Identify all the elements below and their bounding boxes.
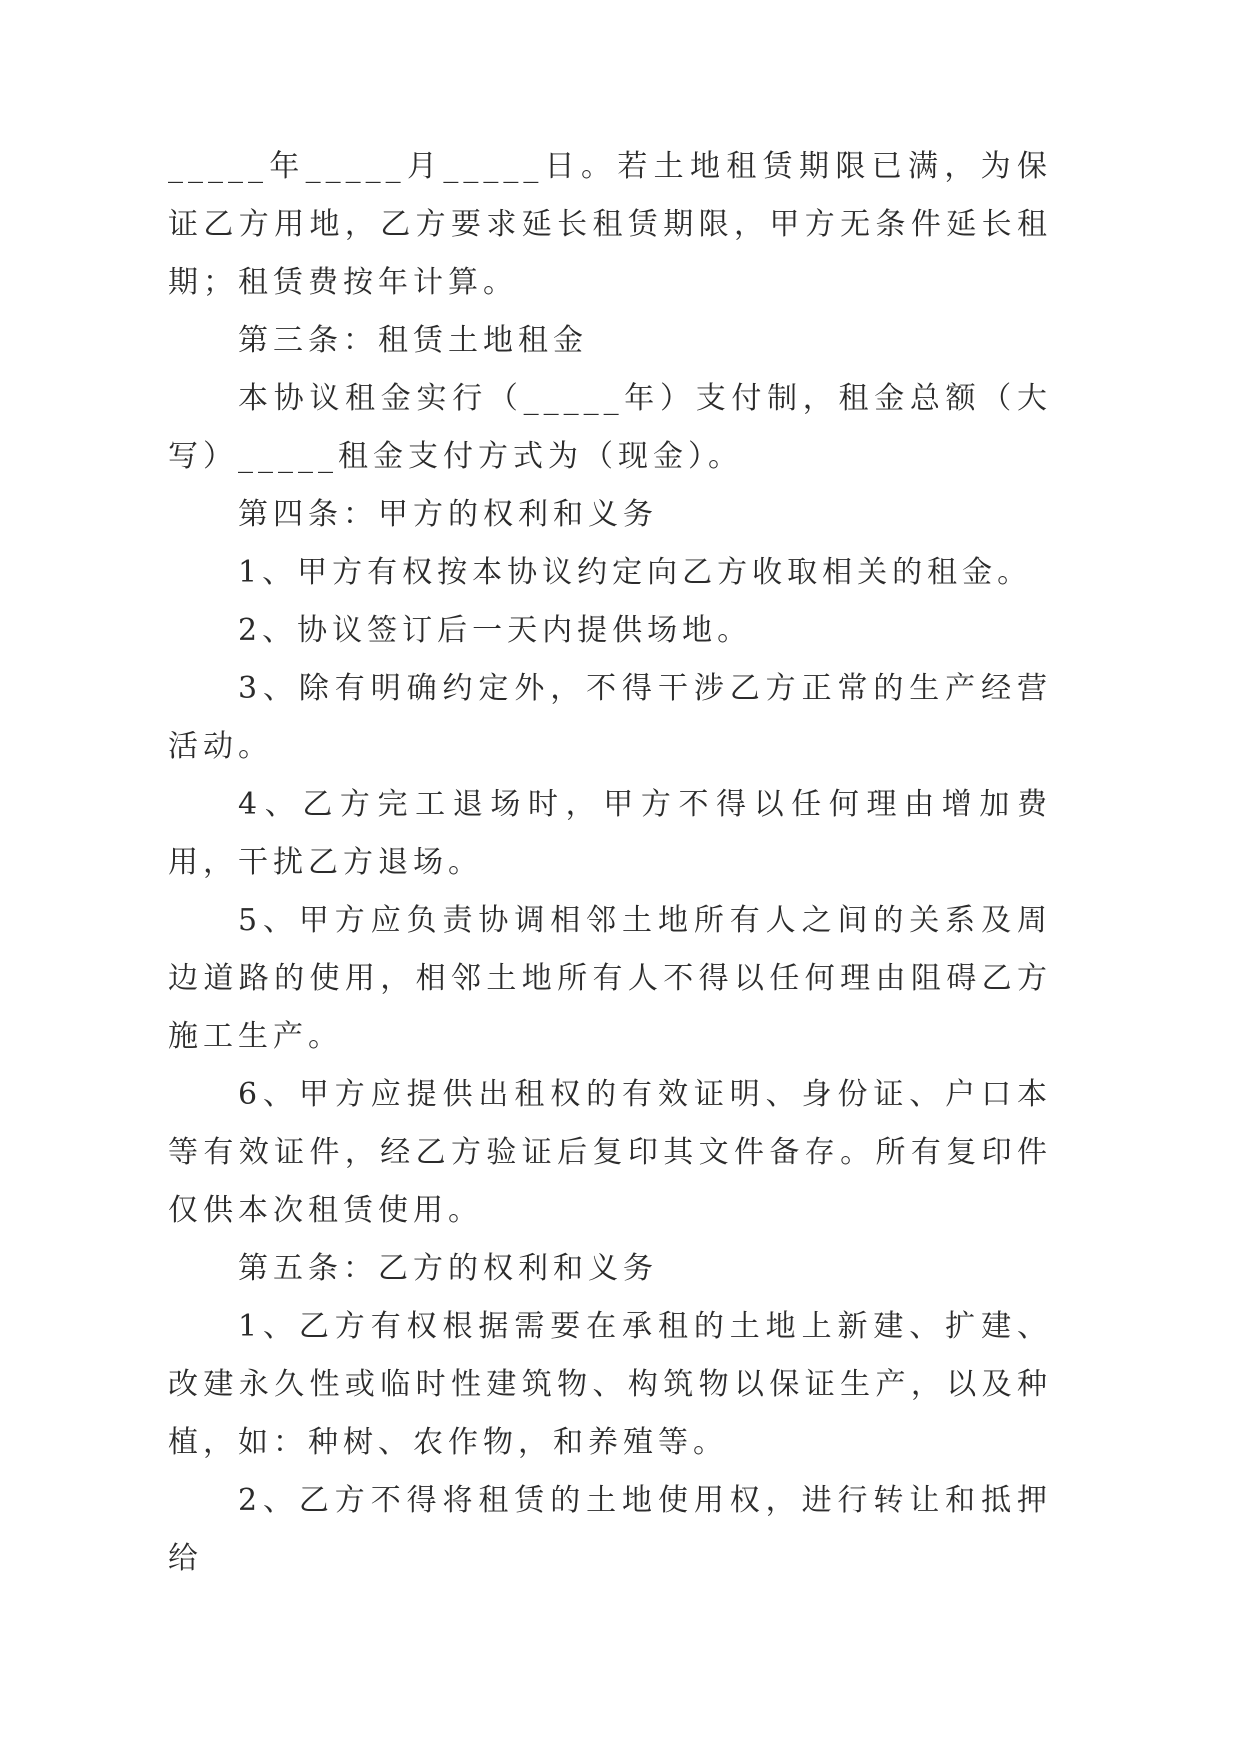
list-item-party-a-2: 2、协议签订后一天内提供场地。 [238,613,753,648]
list-item-party-b-2: 2、乙方不得将租赁的土地使用权，进行转让和抵押给 [168,1483,1052,1576]
list-item-party-a-4: 4、乙方完工退场时，甲方不得以任何理由增加费用，干扰乙方退场。 [168,787,1052,880]
list-item-party-a-1: 1、甲方有权按本协议约定向乙方收取相关的租金。 [238,555,1033,590]
document-page [168,138,1052,1588]
list-item-party-a-6: 6、甲方应提供出租权的有效证明、身份证、户口本等有效证件，经乙方验证后复印其文件备存。所有复印件仅供本次租赁使用。 [168,1077,1052,1228]
heading-article-5: 第五条：乙方的权利和义务 [238,1251,658,1286]
heading-article-4: 第四条：甲方的权利和义务 [238,497,658,532]
list-item-party-a-3: 3、除有明确约定外，不得干涉乙方正常的生产经营活动。 [168,671,1052,764]
list-item-party-b-1: 1、乙方有权根据需要在承租的土地上新建、扩建、改建永久性或临时性建筑物、构筑物以保证生产，以及种植，如：种树、农作物，和养殖等。 [168,1309,1052,1460]
paragraph-rent-payment: 本协议租金实行（_____年）支付制，租金总额（大写）_____租金支付方式为（现金）。 [168,381,1052,474]
list-item-party-a-5: 5、甲方应负责协调相邻土地所有人之间的关系及周边道路的使用，相邻土地所有人不得以任何理由阻碍乙方施工生产。 [168,903,1052,1054]
heading-article-3: 第三条：租赁土地租金 [238,323,588,358]
paragraph-lease-term: _____年_____月_____日。若土地租赁期限已满，为保证乙方用地，乙方要求延长租赁期限，甲方无条件延长租期；租赁费按年计算。 [168,149,1052,300]
